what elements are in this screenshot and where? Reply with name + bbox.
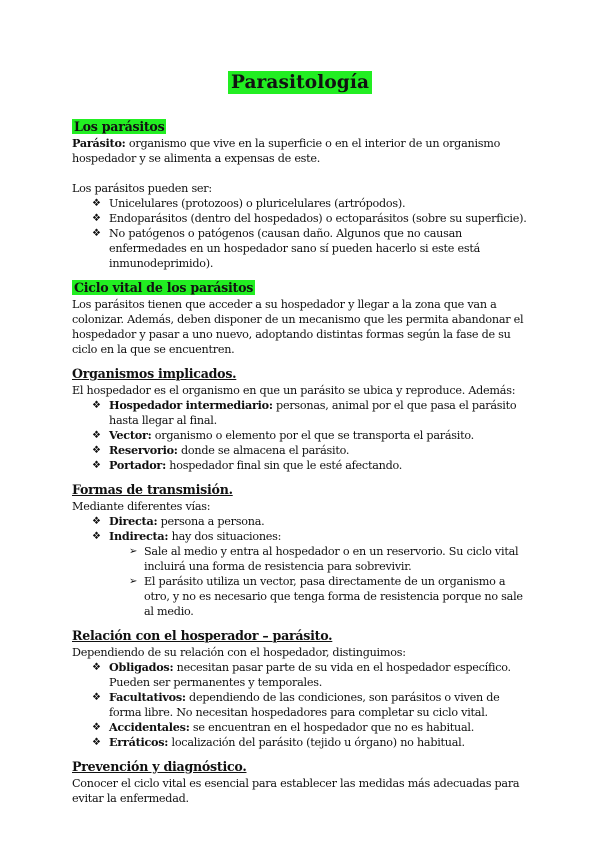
diamond-bullet-icon: ❖ — [92, 662, 101, 673]
prevencion-paragraph: Conocer el ciclo vital es esencial para establecer las medidas más adecuadas para evitar la enfermedad. — [72, 777, 520, 805]
document-title — [0, 72, 600, 93]
sub-list-item: ➢ Sale al medio y entra al hospedador o en un reservorio. Su ciclo vital incluirá una forma de resistencia para sobrevivir. — [129, 545, 519, 573]
diamond-bullet-icon: ❖ — [92, 460, 101, 471]
section-heading-parasitos: Los parásitos — [74, 119, 165, 134]
document-body — [72, 118, 534, 806]
arrow-bullet-icon: ➢ — [129, 546, 138, 557]
arrow-bullet-icon: ➢ — [129, 576, 138, 587]
diamond-bullet-icon: ❖ — [92, 531, 101, 542]
diamond-bullet-icon: ❖ — [92, 445, 101, 456]
parasite-types-intro: Los parásitos pueden ser: — [72, 182, 212, 195]
list-item: ❖ Accidentales: se encuentran en el hospedador que no es habitual. — [92, 720, 475, 734]
diamond-bullet-icon: ❖ — [92, 400, 101, 411]
diamond-bullet-icon: ❖ — [92, 722, 101, 733]
definition-term: Parásito: — [72, 136, 126, 150]
definition-text: organismo que vive en la superficie o en el interior de un organismo hospedador y se alimenta a expensas de este. — [72, 137, 501, 165]
sub-list-item: ➢ El parásito utiliza un vector, pasa directamente de un organismo a otro, y no es necesario que tenga forma de resistencia porque no sale al medio. — [129, 575, 523, 618]
list-item: ❖ Directa: persona a persona. — [92, 514, 265, 528]
transmision-intro: Mediante diferentes vías: — [72, 500, 211, 513]
ciclo-vital-paragraph: Los parásitos tienen que acceder a su hospedador y llegar a la zona que van a colonizar. Además, deben disponer de un mecanismo que les permita abandonar el hospedador y pasar a uno nuevo, adoptando distintas formas según la fase de su ciclo en la que se encuentren. — [72, 298, 524, 356]
section-heading-ciclo-vital: Ciclo vital de los parásitos — [74, 280, 254, 295]
section-heading-prevencion: Prevención y diagnóstico. — [72, 759, 247, 774]
list-item: ❖ Obligados: necesitan pasar parte de su vida en el hospedador específico. Pueden ser permanentes y temporales. — [92, 660, 511, 689]
diamond-bullet-icon: ❖ — [92, 692, 101, 703]
relacion-intro: Dependiendo de su relación con el hospedador, distinguimos: — [72, 646, 406, 659]
list-item: ❖ Hospedador intermediario: personas, animal por el que pasa el parásito hasta llegar al final. — [92, 398, 517, 427]
diamond-bullet-icon: ❖ — [92, 213, 101, 224]
indirecta-sublist — [109, 544, 534, 619]
list-item: ❖ Indirecta: hay dos situaciones: ➢ Sale al medio y entra al hospedador o en un reservorio. Su ciclo vital incluirá una forma de resistencia para sobrevivir. ➢ El parásito utiliza un vector, pasa directamente de un organismo a otro, y no es necesario que tenga forma de resistencia porque no sale al medio. — [72, 529, 534, 619]
list-item: ❖ Endoparásitos (dentro del hospedados) o ectoparásitos (sobre su superficie). — [92, 212, 527, 225]
organismos-list — [72, 398, 534, 473]
organismos-intro: El hospedador es el organismo en que un parásito se ubica y reproduce. Además: — [72, 384, 516, 397]
list-item: ❖ No patógenos o patógenos (causan daño. Algunos que no causan enfermedades en un hospedador sano sí pueden hacerlo si este está inmunodeprimido). — [92, 227, 481, 270]
list-item: ❖ Facultativos: dependiendo de las condiciones, son parásitos o viven de forma libre. No necesitan hospedadores para completar su ciclo vital. — [92, 690, 500, 719]
diamond-bullet-icon: ❖ — [92, 737, 101, 748]
document-title-text: Parasitología — [228, 71, 372, 94]
section-heading-transmision: Formas de transmisión. — [72, 482, 233, 497]
section-heading-organismos: Organismos implicados. — [72, 366, 237, 381]
list-item: ❖ Portador: hospedador final sin que le esté afectando. — [92, 458, 403, 472]
list-item: ❖ Unicelulares (protozoos) o pluricelulares (artrópodos). — [92, 197, 406, 210]
diamond-bullet-icon: ❖ — [92, 198, 101, 209]
diamond-bullet-icon: ❖ — [92, 228, 101, 239]
list-item: ❖ Vector: organismo o elemento por el que se transporta el parásito. — [92, 428, 474, 442]
definition-paragraph — [72, 136, 534, 166]
relacion-list — [72, 660, 534, 750]
transmision-list — [72, 514, 534, 619]
diamond-bullet-icon: ❖ — [92, 430, 101, 441]
parasite-types-list — [72, 196, 534, 271]
list-item: ❖ Erráticos: localización del parásito (tejido u órgano) no habitual. — [92, 735, 465, 749]
diamond-bullet-icon: ❖ — [92, 516, 101, 527]
list-item: ❖ Reservorio: donde se almacena el parásito. — [92, 443, 350, 457]
section-heading-relacion: Relación con el hosperador – parásito. — [72, 628, 333, 643]
